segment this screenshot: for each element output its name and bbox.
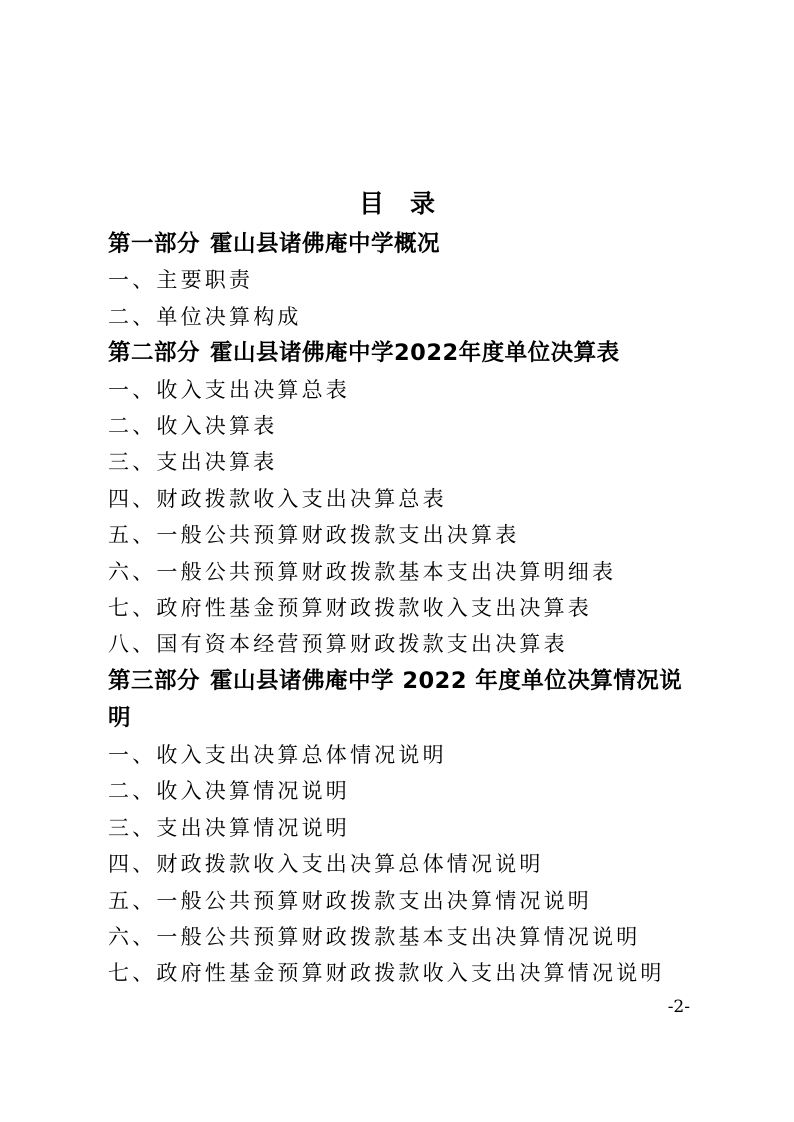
- toc-item: 五、一般公共预算财政拨款支出决算情况说明: [108, 888, 592, 913]
- section-title: 霍山县诸佛庵中学概况: [210, 231, 441, 257]
- toc-item: 八、国有资本经营预算财政拨款支出决算表: [108, 632, 568, 657]
- toc-item: 六、一般公共预算财政拨款基本支出决算情况说明: [108, 924, 641, 949]
- title-char-1: 目: [358, 189, 384, 218]
- toc-item: 二、收入决算情况说明: [108, 779, 350, 804]
- toc-item: 七、政府性基金预算财政拨款收入支出决算情况说明: [108, 961, 665, 986]
- toc-item: 四、财政拨款收入支出决算总表: [108, 486, 447, 511]
- toc-item: 三、支出决算表: [108, 450, 278, 475]
- toc-item: 一、收入支出决算总表: [108, 377, 350, 402]
- toc-item: 四、财政拨款收入支出决算总体情况说明: [108, 852, 544, 877]
- section-number: 第二部分: [108, 340, 201, 367]
- section-number: 第三部分: [108, 667, 201, 694]
- toc-item: 一、主要职责: [108, 268, 254, 293]
- toc-item: 一、收入支出决算总体情况说明: [108, 742, 447, 767]
- toc-item: 二、收入决算表: [108, 414, 278, 439]
- toc-section-part3: [108, 663, 698, 737]
- toc-section-part2: [108, 335, 698, 371]
- page-number: -2-: [667, 997, 690, 1017]
- table-of-contents: [108, 226, 698, 992]
- toc-item: 六、一般公共预算财政拨款基本支出决算明细表: [108, 559, 617, 584]
- title-char-2: 录: [410, 189, 436, 218]
- section-title: 霍山县诸佛庵中学2022年度单位决算表: [210, 340, 620, 367]
- toc-item: 五、一般公共预算财政拨款支出决算表: [108, 523, 520, 548]
- toc-section-part1: [108, 226, 698, 262]
- section-number: 第一部分: [108, 231, 201, 257]
- page-title: [0, 186, 794, 222]
- toc-item: 二、单位决算构成: [108, 304, 302, 329]
- toc-item: 七、政府性基金预算财政拨款收入支出决算表: [108, 596, 592, 621]
- section-title: 霍山县诸佛庵中学 2022 年度单位决算情况说明: [108, 667, 683, 731]
- toc-item: 三、支出决算情况说明: [108, 815, 350, 840]
